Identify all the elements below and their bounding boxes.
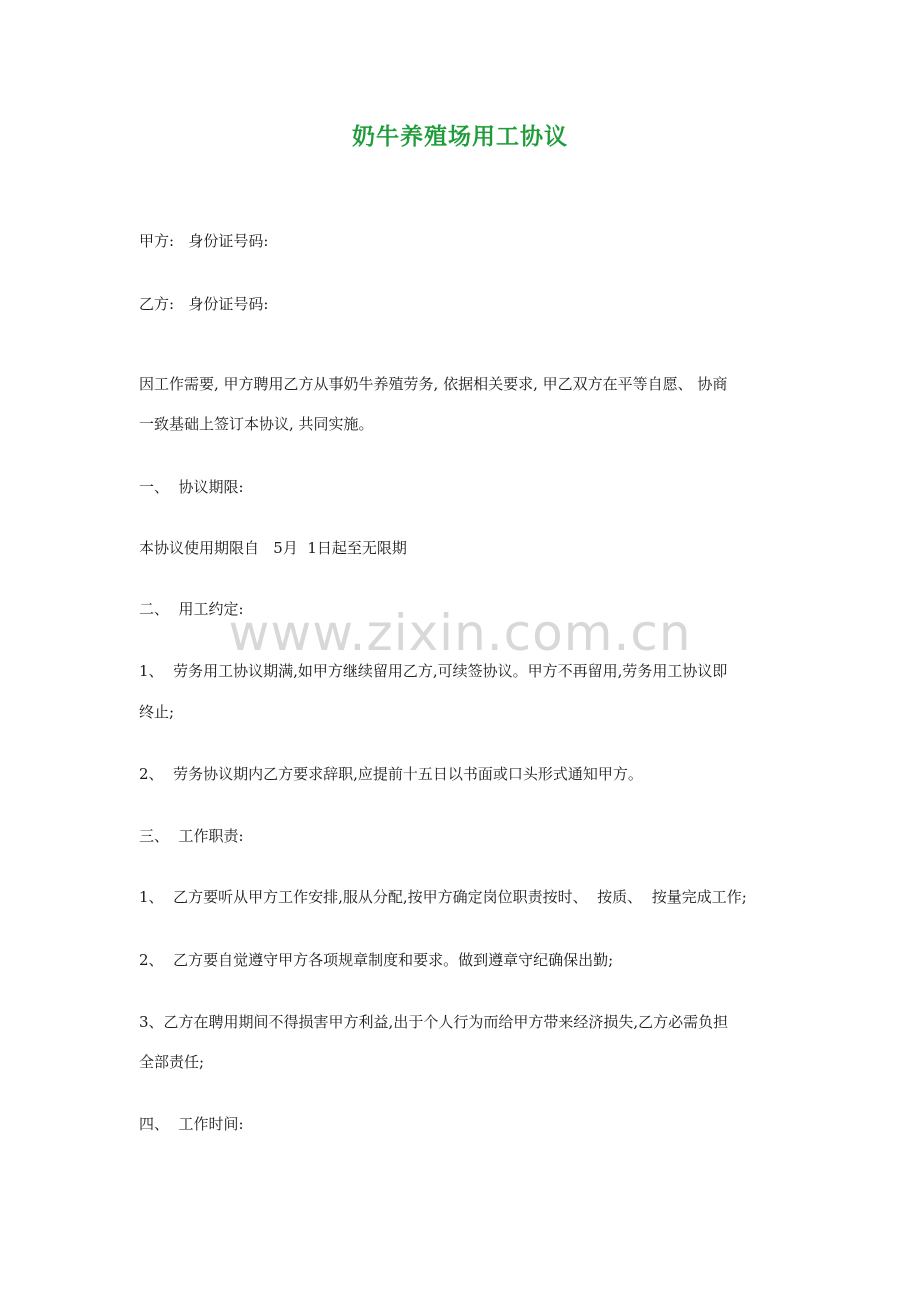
intro-line-2: 一致基础上签订本协议, 共同实施。 bbox=[139, 415, 374, 433]
party-b-line: 乙方: 身份证号码: bbox=[139, 295, 269, 313]
watermark-text: www.zixin.com.cn bbox=[228, 604, 692, 662]
section-3-item-3-line-2: 全部责任; bbox=[139, 1053, 205, 1071]
section-3-item-3-line-1: 3、乙方在聘用期间不得损害甲方利益,出于个人行为而给甲方带来经济损失,乙方必需负担 bbox=[139, 1013, 729, 1031]
section-3-item-2: 2、 乙方要自觉遵守甲方各项规章制度和要求。做到遵章守纪确保出勤; bbox=[139, 951, 614, 969]
section-1-heading: 一、 协议期限: bbox=[139, 478, 244, 496]
section-3-item-1: 1、 乙方要听从甲方工作安排,服从分配,按甲方确定岗位职责按时、 按质、 按量完成工作; bbox=[139, 888, 747, 906]
document-title: 奶牛养殖场用工协议 bbox=[352, 123, 568, 150]
section-2-heading: 二、 用工约定: bbox=[139, 600, 244, 618]
section-2-item-1-line-1: 1、 劳务用工协议期满,如甲方继续留用乙方,可续签协议。甲方不再留用,劳务用工协议即 bbox=[139, 662, 728, 680]
intro-line-1: 因工作需要, 甲方聘用乙方从事奶牛养殖劳务, 依据相关要求, 甲乙双方在平等自愿、 协商 bbox=[139, 375, 728, 393]
section-4-heading: 四、 工作时间: bbox=[139, 1115, 244, 1133]
section-2-item-2: 2、 劳务协议期内乙方要求辞职,应提前十五日以书面或口头形式通知甲方。 bbox=[139, 765, 643, 783]
section-3-heading: 三、 工作职责: bbox=[139, 827, 244, 845]
party-a-line: 甲方: 身份证号码: bbox=[139, 232, 269, 250]
section-2-item-1-line-2: 终止; bbox=[139, 703, 175, 721]
section-1-body: 本协议使用期限自 5月 1日起至无限期 bbox=[139, 539, 407, 557]
